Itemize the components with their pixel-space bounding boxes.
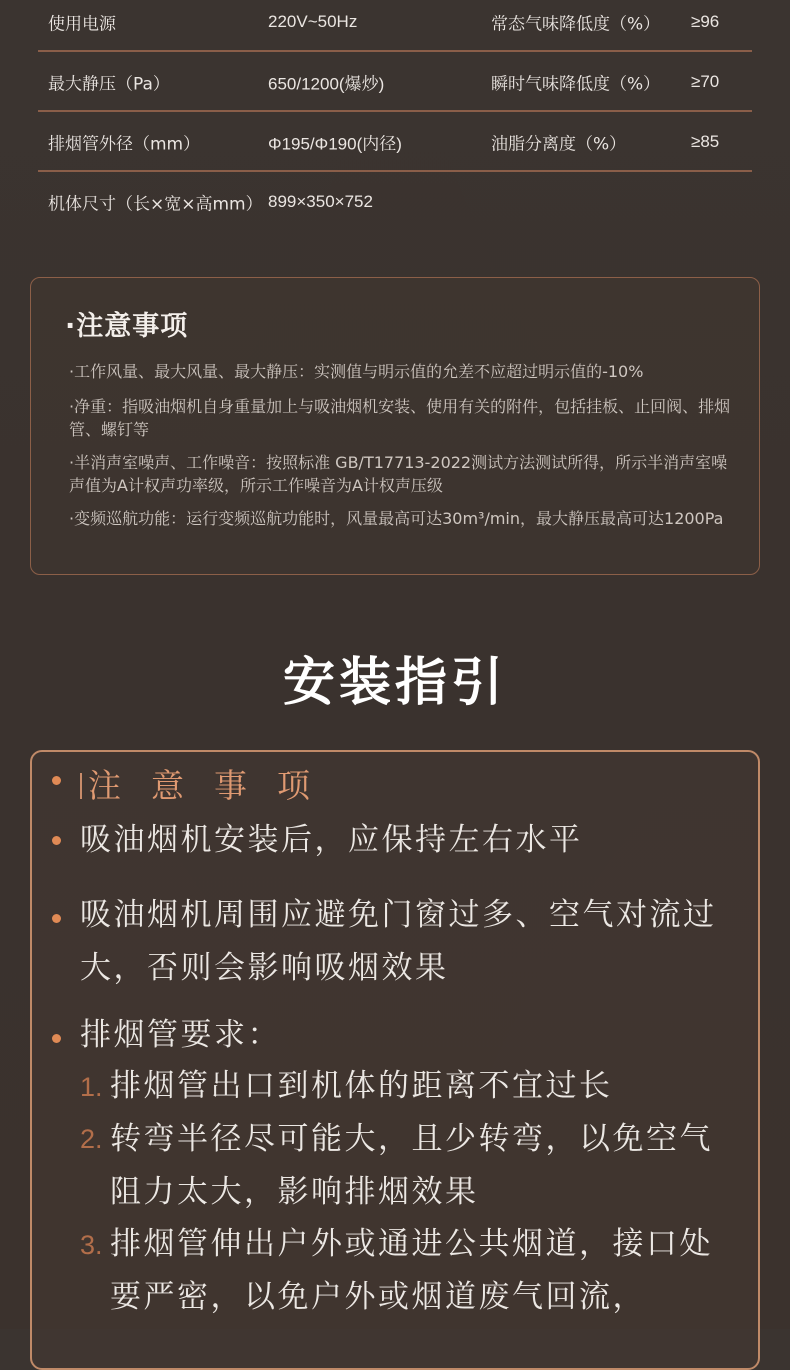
sub-item-text: 排烟管伸出户外或通进公共烟道，接口处要严密，以免户外或烟道废气回流， [110, 1226, 713, 1315]
spec-value: Φ195/Φ190(内径) [268, 134, 402, 154]
spec-value: 650/1200(爆炒) [268, 74, 385, 94]
guide-bullet: 吸油烟机安装后，应保持左右水平 [80, 822, 583, 858]
spec-value: 899×350×752 [268, 192, 373, 211]
note-item: ·变频巡航功能：运行变频巡航功能时，风量最高可达30m³/min，最大静压最高可达1200Pa [69, 509, 724, 528]
guide-bullet: 排烟管要求： [80, 1017, 281, 1053]
notes-title: ·注意事项 [65, 311, 189, 342]
section-title: 安装指引 [282, 653, 507, 713]
spec-label: 机体尺寸（长×宽×高mm） [48, 194, 263, 215]
cursor-bar-icon [80, 773, 82, 799]
spec-row [38, 0, 752, 52]
sub-item-number: 3. [80, 1230, 103, 1260]
guide-bullet: 吸油烟机周围应避免门窗过多、空气对流过大，否则会影响吸烟效果 [80, 897, 717, 986]
install-guide-box [30, 750, 760, 1370]
spec-label: 使用电源 [48, 14, 116, 35]
sub-item-number: 1. [80, 1072, 103, 1102]
spec-row [38, 172, 752, 232]
spec-label: 常态气味降低度（%） [491, 14, 661, 35]
spec-value: ≥96 [691, 12, 720, 31]
sub-item-text: 转弯半径尽可能大，且少转弯，以免空气阻力太大，影响排烟效果 [110, 1121, 713, 1210]
spec-value: ≥85 [691, 132, 720, 151]
note-item: ·半消声室噪声、工作噪音：按照标准 GB/T17713-2022测试方法测试所得，所示半消声室噪声值为A计权声功率级，所示工作噪音为A计权声压级 [69, 453, 728, 495]
spec-label: 最大静压（Pa） [48, 74, 170, 95]
spec-label: 瞬时气味降低度（%） [491, 74, 661, 95]
spec-row [38, 52, 752, 112]
guide-heading [80, 760, 340, 807]
bullet-dot-icon [52, 836, 61, 845]
sub-item-number: 2. [80, 1124, 103, 1154]
spec-label: 油脂分离度（%） [491, 134, 627, 155]
bullet-dot-icon [52, 1034, 61, 1043]
sub-item-text: 排烟管出口到机体的距离不宜过长 [110, 1068, 613, 1104]
spec-row [38, 112, 752, 172]
bullet-dot-icon [52, 914, 61, 923]
bullet-dot-icon [52, 776, 61, 785]
spec-value: ≥70 [691, 72, 720, 91]
notes-box [30, 277, 760, 575]
note-item: ·净重：指吸油烟机自身重量加上与吸油烟机安装、使用有关的附件，包括挂板、止回阀、排烟管、螺钉等 [69, 397, 731, 439]
guide-heading-text: 注意事项 [88, 766, 340, 805]
spec-label: 排烟管外径（mm） [48, 134, 201, 155]
spec-value: 220V~50Hz [268, 12, 358, 31]
note-item: ·工作风量、最大风量、最大静压：实测值与明示值的允差不应超过明示值的-10% [69, 362, 644, 381]
